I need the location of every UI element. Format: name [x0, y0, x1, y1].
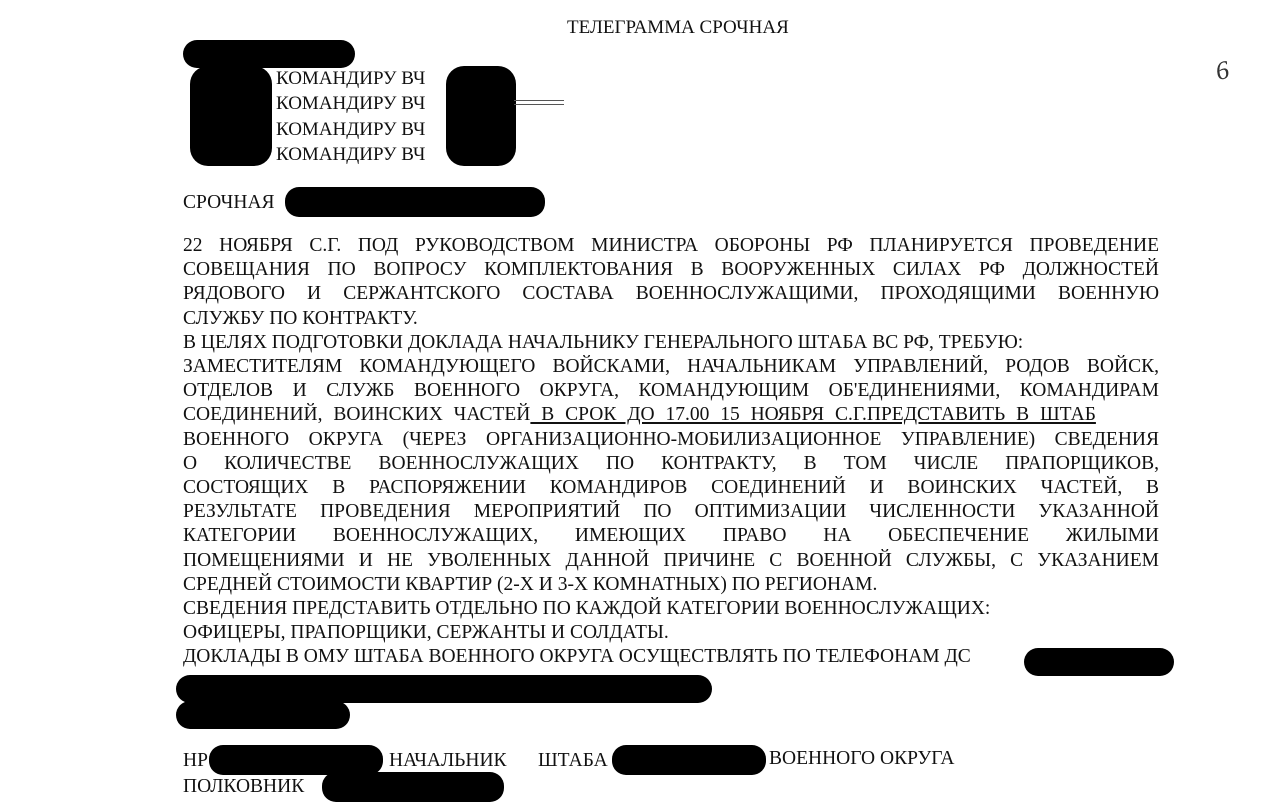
body-line: СРЕДНЕЙ СТОИМОСТИ КВАРТИР (2-Х И 3-Х КОМНАТНЫХ) ПО РЕГИОНАМ. [183, 573, 878, 595]
document-title: ТЕЛЕГРАММА СРОЧНАЯ [567, 17, 789, 38]
body-line: СВЕДЕНИЯ ПРЕДСТАВИТЬ ОТДЕЛЬНО ПО КАЖДОЙ КАТЕГОРИИ ВОЕННОСЛУЖАЩИХ: [183, 598, 991, 620]
urgency-label: СРОЧНАЯ [183, 192, 275, 213]
addressee-line: КОМАНДИРУ ВЧ [276, 68, 426, 89]
redaction-block [190, 66, 272, 166]
body-line: ОТДЕЛОВ И СЛУЖБ ВОЕННОГО ОКРУГА, КОМАНДУЮЩИМ ОБ'ЕДИНЕНИЯМИ, КОМАНДИРАМ [183, 380, 1159, 402]
body-line: РЕЗУЛЬТАТЕ ПРОВЕДЕНИЯ МЕРОПРИЯТИЙ ПО ОПТИМИЗАЦИИ ЧИСЛЕННОСТИ УКАЗАННОЙ [183, 501, 1159, 523]
margin-handwritten-mark: 6 [1213, 54, 1232, 87]
redaction-block [446, 66, 516, 166]
redaction-block [176, 701, 350, 729]
redaction-block [183, 40, 355, 68]
body-line: СОСТОЯЩИХ В РАСПОРЯЖЕНИИ КОМАНДИРОВ СОЕДИНЕНИЙ И ВОИНСКИХ ЧАСТЕЙ, В [183, 477, 1159, 499]
body-line: СЛУЖБУ ПО КОНТРАКТУ. [183, 307, 418, 329]
addressee-line: КОМАНДИРУ ВЧ [276, 93, 426, 114]
body-line: ЗАМЕСТИТЕЛЯМ КОМАНДУЮЩЕГО ВОЙСКАМИ, НАЧАЛЬНИКАМ УПРАВЛЕНИЙ, РОДОВ ВОЙСК, [183, 356, 1159, 378]
signature-position: НАЧАЛЬНИК [389, 750, 507, 771]
body-line: 22 НОЯБРЯ С.Г. ПОД РУКОВОДСТВОМ МИНИСТРА ОБОРОНЫ РФ ПЛАНИРУЕТСЯ ПРОВЕДЕНИЕ [183, 235, 1159, 256]
stray-mark [514, 104, 564, 105]
addressee-line: КОМАНДИРУ ВЧ [276, 119, 426, 140]
underlined-deadline: В СРОК ДО 17.00 15 НОЯБРЯ С.Г.ПРЕДСТАВИТЬ В ШТАБ [530, 404, 1096, 426]
body-line: РЯДОВОГО И СЕРЖАНТСКОГО СОСТАВА ВОЕННОСЛУЖАЩИМИ, ПРОХОДЯЩИМИ ВОЕННУЮ [183, 283, 1159, 305]
signature-position: ШТАБА [538, 750, 608, 771]
signature-position: ВОЕННОГО ОКРУГА [769, 748, 955, 769]
body-line-with-deadline [183, 403, 1159, 427]
redaction-block [1024, 648, 1174, 676]
body-line: КАТЕГОРИИ ВОЕННОСЛУЖАЩИХ, ИМЕЮЩИХ ПРАВО НА ОБЕСПЕЧЕНИЕ ЖИЛЫМИ [183, 525, 1159, 547]
body-line: О КОЛИЧЕСТВЕ ВОЕННОСЛУЖАЩИХ ПО КОНТРАКТУ, В ТОМ ЧИСЛЕ ПРАПОРЩИКОВ, [183, 452, 1159, 474]
signature-rank: ПОЛКОВНИК [183, 776, 305, 797]
redaction-block [209, 745, 383, 775]
body-line: ВОЕННОГО ОКРУГА (ЧЕРЕЗ ОРГАНИЗАЦИОННО-МОБИЛИЗАЦИОННОЕ УПРАВЛЕНИЕ) СВЕДЕНИЯ [183, 428, 1159, 450]
redaction-block [176, 675, 712, 703]
body-line: ОФИЦЕРЫ, ПРАПОРЩИКИ, СЕРЖАНТЫ И СОЛДАТЫ. [183, 622, 669, 644]
signature-nr-label: НР [183, 750, 208, 771]
redaction-block [285, 187, 545, 217]
redaction-block [612, 745, 766, 775]
telegram-body [183, 234, 1159, 670]
addressee-line: КОМАНДИРУ ВЧ [276, 144, 426, 165]
stray-mark [514, 100, 564, 101]
redaction-block [322, 772, 504, 802]
body-line: В ЦЕЛЯХ ПОДГОТОВКИ ДОКЛАДА НАЧАЛЬНИКУ ГЕНЕРАЛЬНОГО ШТАБА ВС РФ, ТРЕБУЮ: [183, 331, 1024, 353]
body-line: ДОКЛАДЫ В ОМУ ШТАБА ВОЕННОГО ОКРУГА ОСУЩЕСТВЛЯТЬ ПО ТЕЛЕФОНАМ ДС [183, 646, 971, 668]
body-text-fragment: СОЕДИНЕНИЙ, ВОИНСКИХ ЧАСТЕЙ [183, 404, 531, 426]
body-line: ПОМЕЩЕНИЯМИ И НЕ УВОЛЕННЫХ ДАННОЙ ПРИЧИНЕ С ВОЕННОЙ СЛУЖБЫ, С УКАЗАНИЕМ [183, 549, 1159, 571]
body-line: СОВЕЩАНИЯ ПО ВОПРОСУ КОМПЛЕКТОВАНИЯ В ВООРУЖЕННЫХ СИЛАХ РФ ДОЛЖНОСТЕЙ [183, 259, 1159, 281]
